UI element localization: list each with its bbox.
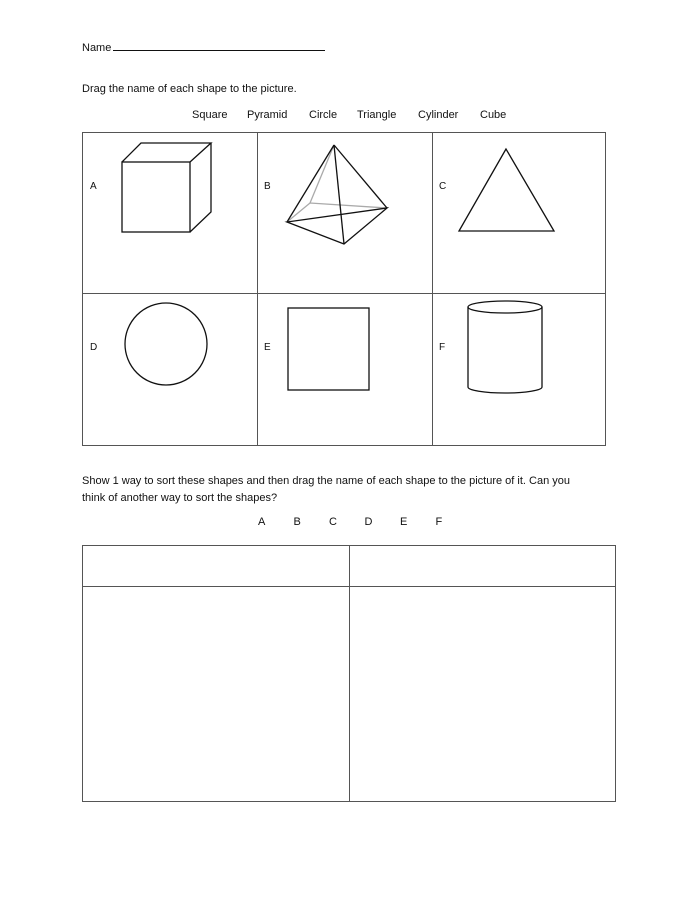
letter-e[interactable]: E [400,516,408,528]
cell-label: C [439,181,447,192]
word-cylinder[interactable]: Cylinder [418,109,459,121]
sort-group-right[interactable] [350,587,615,801]
letter-bank [258,516,471,528]
sort-header-left[interactable] [83,546,349,586]
pyramid-icon [285,141,395,251]
word-triangle[interactable]: Triangle [357,109,397,121]
cell-label: B [264,181,271,192]
shape-cell-a[interactable] [83,133,257,293]
word-pyramid[interactable]: Pyramid [247,109,288,121]
word-cube[interactable]: Cube [480,109,507,121]
cube-icon [119,141,219,241]
instruction-sort [82,473,622,507]
shape-cell-b[interactable] [257,133,432,293]
sort-header-right[interactable] [350,546,615,586]
letter-f[interactable]: F [435,516,443,528]
sort-group-left[interactable] [83,587,349,801]
cell-label: A [90,181,97,192]
shape-cell-e[interactable] [257,293,432,445]
word-square[interactable]: Square [192,109,228,121]
instruction-drag-names: Drag the name of each shape to the picture. [82,83,297,95]
shape-grid [82,132,606,446]
cell-label: D [90,342,98,353]
cylinder-icon [467,299,557,399]
name-underline[interactable] [113,41,325,51]
name-field[interactable] [82,41,325,54]
letter-c[interactable]: C [329,516,337,528]
name-label: Name [82,42,112,54]
letter-a[interactable]: A [258,516,266,528]
shape-cell-f[interactable] [432,293,605,445]
letter-d[interactable]: D [364,516,373,528]
word-bank [192,109,520,121]
sort-table [82,545,616,802]
shape-cell-d[interactable] [83,293,257,445]
word-circle[interactable]: Circle [309,109,338,121]
cell-label: F [439,342,446,353]
cell-label: E [264,342,271,353]
letter-b[interactable]: B [293,516,301,528]
instruction-sort-line: think of another way to sort the shapes? [82,492,278,504]
square-icon [287,307,377,397]
instruction-sort-line: Show 1 way to sort these shapes and then drag the name of each shape to the picture of it. Can you [82,475,570,487]
triangle-icon [457,147,557,237]
circle-icon [123,301,213,391]
shape-cell-c[interactable] [432,133,605,293]
